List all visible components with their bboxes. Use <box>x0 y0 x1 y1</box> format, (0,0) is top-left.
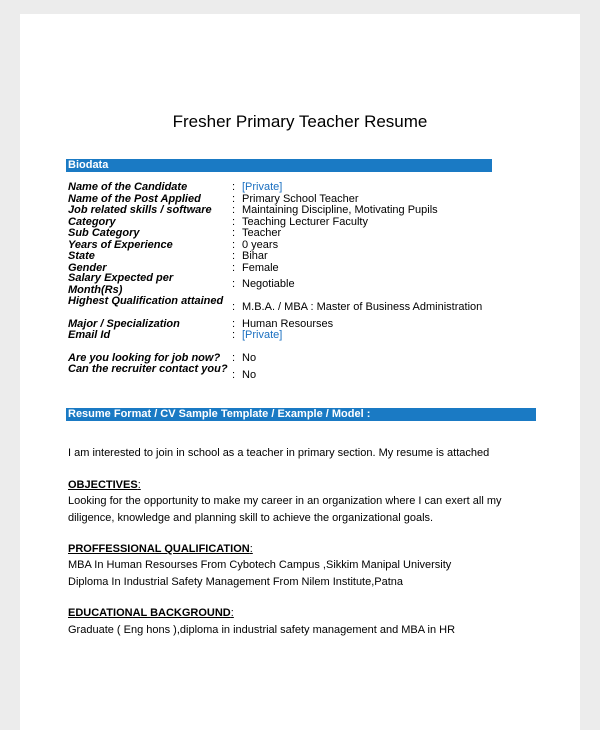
row-value: Teacher <box>242 227 282 239</box>
educational-heading-label: EDUCATIONAL BACKGROUND <box>68 607 231 619</box>
intro-text: I am interested to join in school as a teacher in primary section. My resume is attached <box>68 447 490 459</box>
row-label: Name of the Post Applied <box>68 192 201 205</box>
heading-suffix: : <box>230 607 234 619</box>
heading-suffix: : <box>249 543 253 555</box>
educational-heading <box>68 607 234 619</box>
row-colon: : <box>232 215 236 228</box>
row-colon: : <box>232 301 236 313</box>
professional-line: Diploma In Industrial Safety Management From Nilem Institute,Patna <box>68 576 404 588</box>
email-link[interactable]: [Private] <box>242 329 283 341</box>
row-colon: : <box>232 238 236 251</box>
heading-suffix: : <box>137 479 141 491</box>
row-label: Sub Category <box>68 227 140 239</box>
row-label: Are you looking for job now? <box>68 352 221 364</box>
professional-heading-label: PROFFESSIONAL QUALIFICATION <box>68 543 250 555</box>
row-value: Teaching Lecturer Faculty <box>242 215 368 228</box>
row-value: Female <box>242 261 279 274</box>
row-colon: : <box>232 227 236 239</box>
row-label: Name of the Candidate <box>68 181 188 193</box>
row-label: Gender <box>68 261 107 274</box>
biodata-header-bar <box>66 159 492 172</box>
candidate-name-link[interactable]: [Private] <box>242 181 283 193</box>
row-colon: : <box>232 250 236 262</box>
row-value: 0 years <box>242 238 279 251</box>
row-value: Primary School Teacher <box>242 192 359 205</box>
row-colon: : <box>232 181 236 193</box>
row-colon: : <box>232 352 236 364</box>
row-label: Salary Expected per Month(Rs) <box>68 272 174 296</box>
resume-format-header-bar <box>66 408 536 421</box>
row-colon: : <box>232 278 236 290</box>
objectives-heading-label: OBJECTIVES <box>68 479 138 491</box>
row-colon: : <box>232 318 236 330</box>
document-title: Fresher Primary Teacher Resume <box>172 112 428 131</box>
biodata-header-label: Biodata <box>68 159 109 171</box>
row-label: Major / Specialization <box>68 318 180 330</box>
row-value: Negotiable <box>242 278 295 290</box>
row-value: No <box>242 352 257 364</box>
objectives-heading <box>68 479 141 491</box>
row-label: Email Id <box>68 329 111 341</box>
row-value: No <box>242 369 257 381</box>
row-colon: : <box>232 329 236 341</box>
row-value: Human Resourses <box>242 318 334 330</box>
row-label: Job related skills / software <box>68 204 212 216</box>
resume-format-header-label: Resume Format / CV Sample Template / Example / Model : <box>68 408 371 420</box>
professional-heading <box>68 543 253 555</box>
educational-line: Graduate ( Eng hons ),diploma in industrial safety management and MBA in HR <box>68 624 456 636</box>
row-label: Can the recruiter contact you? <box>68 363 228 375</box>
objectives-line: Looking for the opportunity to make my career in an organization where I can exert all my <box>68 495 502 507</box>
professional-line: MBA In Human Resourses From Cybotech Campus ,Sikkim Manipal University <box>68 559 452 571</box>
row-value: Maintaining Discipline, Motivating Pupils <box>242 204 438 216</box>
row-colon: : <box>232 369 236 381</box>
row-colon: : <box>232 192 236 205</box>
row-label: State <box>68 250 95 262</box>
row-value: M.B.A. / MBA : Master of Business Administration <box>242 301 483 313</box>
row-label: Years of Experience <box>68 238 173 251</box>
row-value: Bihar <box>242 250 268 262</box>
row-label: Category <box>68 215 116 228</box>
objectives-line: diligence, knowledge and planning skill to achieve the organizational goals. <box>68 512 434 524</box>
row-label: Highest Qualification attained <box>68 295 224 307</box>
row-colon: : <box>232 261 236 274</box>
row-colon: : <box>232 204 236 216</box>
